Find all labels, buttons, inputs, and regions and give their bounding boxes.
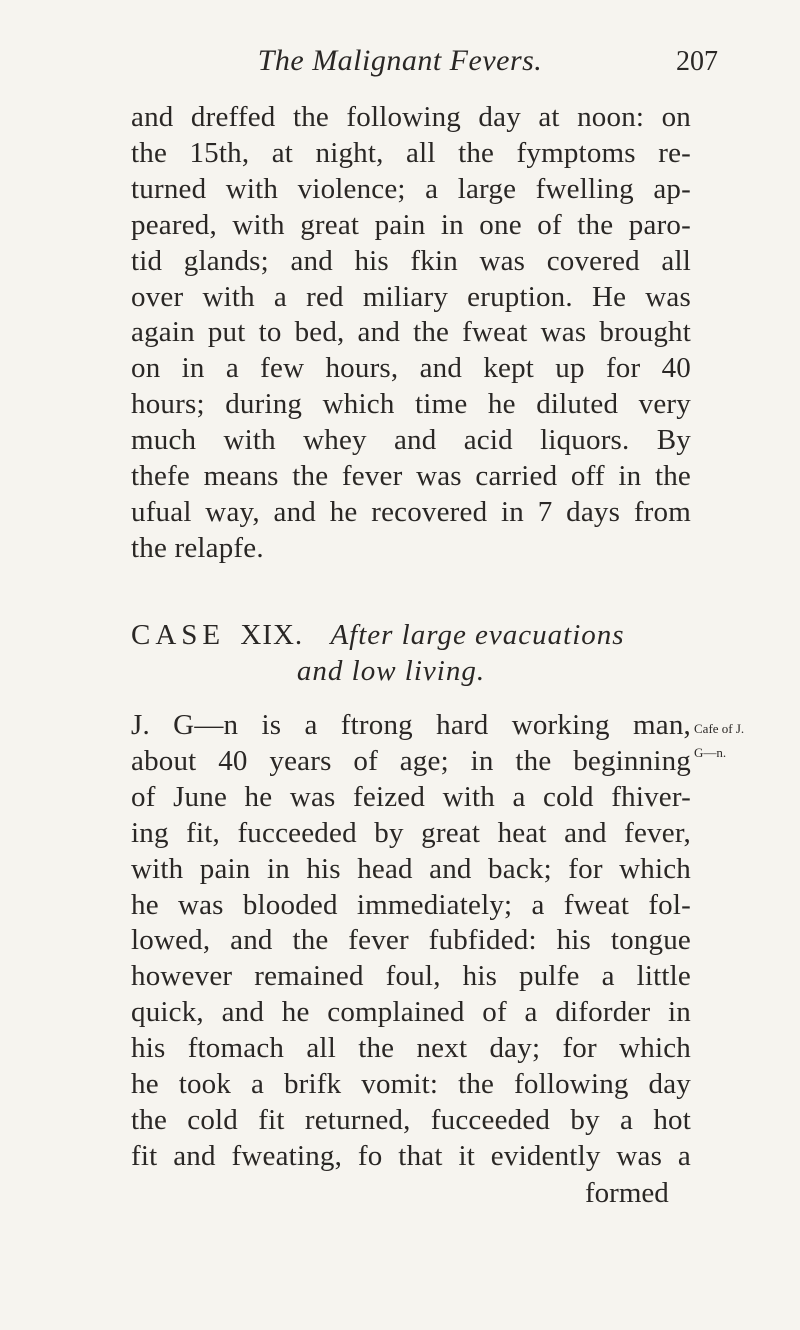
text-line: over with a red miliary eruption. He was: [131, 280, 691, 313]
text-line: on in a few hours, and kept up for 40: [131, 352, 691, 385]
case-number: XIX.: [240, 619, 304, 651]
text-line: the cold fit returned, fucceeded by a hot: [131, 1103, 691, 1136]
case-heading: [131, 617, 691, 689]
page-number: 207: [676, 46, 718, 77]
text-line: ufual way, and he recovered in 7 days from: [131, 495, 691, 528]
text-line: hours; during which time he diluted very: [131, 388, 691, 421]
text-line: and dreffed the following day at noon: on: [131, 101, 691, 133]
text-line: however remained foul, his pulfe a little: [131, 960, 691, 993]
case-subtitle-continued: and low living.: [296, 655, 486, 687]
marginal-note-line: Cafe of J.: [694, 721, 745, 736]
catchword: formed: [585, 1177, 669, 1209]
text-line: of June he was feized with a cold fhiver-: [131, 780, 691, 813]
text-line: much with whey and acid liquors. By: [131, 424, 691, 457]
text-line: quick, and he complained of a diforder in: [131, 996, 691, 1029]
marginal-note: [694, 717, 780, 765]
running-title: The Malignant Fevers.: [257, 44, 543, 77]
text-line: again put to bed, and the fweat was brought: [131, 316, 691, 349]
case-label: CASE: [131, 619, 226, 651]
text-line: ing fit, fucceeded by great heat and fever,: [131, 816, 691, 849]
text-line: the 15th, at night, all the fymptoms re-: [131, 136, 691, 169]
running-head: [0, 44, 800, 94]
text-line: with pain in his head and back; for which: [131, 852, 691, 885]
text-line: lowed, and the fever fubfided: his tongue: [131, 924, 691, 957]
text-line: his ftomach all the next day; for which: [131, 1032, 691, 1065]
marginal-note-line: G—n.: [694, 745, 727, 760]
paragraph-case-description: [131, 708, 691, 1175]
text-line: thefe means the fever was carried off in the: [131, 460, 691, 493]
paragraph-relapse-account: [131, 100, 691, 567]
text-line: the relapfe.: [131, 531, 264, 564]
text-line: about 40 years of age; in the beginning: [131, 744, 691, 777]
text-line: he took a brifk vomit: the following day: [131, 1068, 691, 1101]
text-line: turned with violence; a large fwelling ap-: [131, 172, 691, 205]
text-line: fit and fweating, fo that it evidently was a: [131, 1139, 691, 1172]
case-subtitle: After large evacuations: [330, 619, 625, 651]
text-line: peared, with great pain in one of the paro-: [131, 208, 691, 241]
text-line: he was blooded immediately; a fweat fol-: [131, 888, 691, 921]
text-line: J. G—n is a ftrong hard working man,: [131, 709, 691, 741]
text-line: tid glands; and his fkin was covered all: [131, 244, 691, 277]
